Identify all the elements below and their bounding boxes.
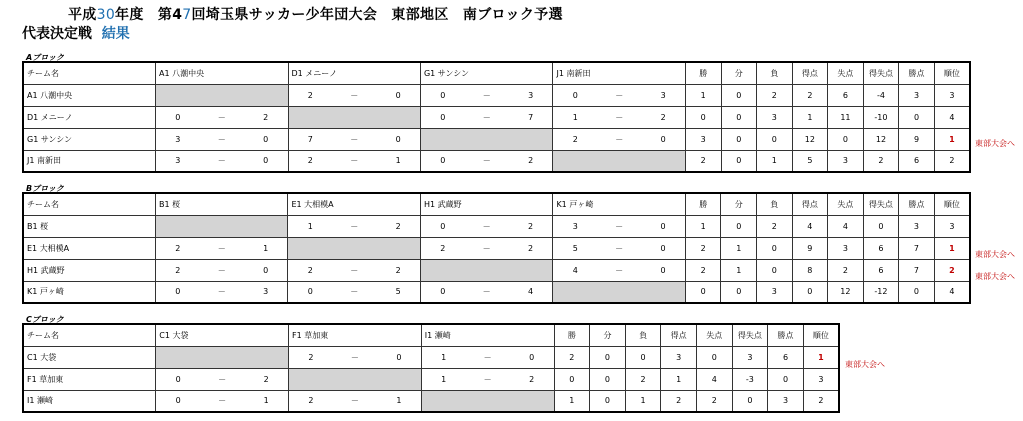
header-row xyxy=(23,62,970,84)
score-against: 1 xyxy=(377,390,421,412)
team-name: D1 メニーノ xyxy=(23,106,156,128)
draw-header: 分 xyxy=(590,324,626,346)
score-dash: － xyxy=(465,215,509,237)
score-dash: － xyxy=(332,150,376,172)
score-for: 2 xyxy=(156,259,200,281)
score-for: 2 xyxy=(420,237,464,259)
gf-value: 0 xyxy=(792,281,828,303)
loss-value: 2 xyxy=(757,215,793,237)
win-value: 1 xyxy=(685,215,721,237)
ga-value: 12 xyxy=(828,281,864,303)
opponent-header: A1 八潮中央 xyxy=(156,62,289,84)
score-dash: － xyxy=(597,215,641,237)
draw-value: 0 xyxy=(590,346,626,368)
gd-value: 6 xyxy=(863,237,899,259)
gd-value: 2 xyxy=(863,150,899,172)
rank-value: 2 xyxy=(803,390,839,412)
pts-value: 0 xyxy=(899,281,935,303)
score-dash: － xyxy=(333,346,377,368)
header-row xyxy=(23,324,839,346)
rank-value: 3 xyxy=(934,215,970,237)
score-for: 4 xyxy=(553,259,597,281)
opponent-header: E1 大相模A xyxy=(288,193,420,215)
gd-header: 得失点 xyxy=(863,62,899,84)
score-dash: － xyxy=(597,128,641,150)
page-subtitle: 代表決定戦 結果 xyxy=(22,26,130,42)
score-against: 1 xyxy=(244,237,288,259)
table-row xyxy=(23,259,970,281)
score-dash: － xyxy=(200,390,244,412)
gf-value: 8 xyxy=(792,259,828,281)
loss-value: 1 xyxy=(625,390,661,412)
gd-value: -3 xyxy=(732,368,768,390)
self-match-cell xyxy=(420,128,552,150)
score-against: 0 xyxy=(244,259,288,281)
gd-value: -10 xyxy=(863,106,899,128)
win-value: 1 xyxy=(554,390,590,412)
score-against: 0 xyxy=(641,259,685,281)
win-value: 2 xyxy=(685,237,721,259)
self-match-cell xyxy=(553,150,686,172)
score-for: 5 xyxy=(553,237,597,259)
advance-note-b-h1: 東部大会へ xyxy=(975,272,1015,281)
draw-header: 分 xyxy=(721,62,757,84)
loss-value: 1 xyxy=(757,150,793,172)
team-name: J1 南新田 xyxy=(23,150,156,172)
score-for: 2 xyxy=(156,237,200,259)
score-against: 2 xyxy=(510,368,554,390)
draw-value: 0 xyxy=(721,150,757,172)
score-dash: － xyxy=(332,281,376,303)
ga-value: 4 xyxy=(696,368,732,390)
table-row xyxy=(23,215,970,237)
advance-note-c-c1: 東部大会へ xyxy=(845,360,885,369)
score-dash: － xyxy=(597,259,641,281)
gf-value: 1 xyxy=(661,368,697,390)
table-row xyxy=(23,237,970,259)
gf-value: 12 xyxy=(792,128,828,150)
gf-header: 得点 xyxy=(792,62,828,84)
opponent-header: F1 草加東 xyxy=(289,324,422,346)
advance-note-a-g1: 東部大会へ xyxy=(975,139,1015,148)
score-for: 2 xyxy=(289,346,333,368)
draw-header: 分 xyxy=(721,193,757,215)
draw-value: 0 xyxy=(590,368,626,390)
self-match-cell xyxy=(288,237,420,259)
score-for: 3 xyxy=(156,150,200,172)
score-against: 0 xyxy=(244,128,288,150)
score-dash: － xyxy=(332,215,376,237)
self-match-cell xyxy=(421,390,554,412)
pts-value: 3 xyxy=(899,215,935,237)
team-name: K1 戸ヶ崎 xyxy=(23,281,156,303)
win-value: 2 xyxy=(554,346,590,368)
advance-note-b-e1: 東部大会へ xyxy=(975,250,1015,259)
pts-value: 6 xyxy=(899,150,935,172)
score-for: 7 xyxy=(288,128,332,150)
win-value: 2 xyxy=(685,259,721,281)
loss-value: 2 xyxy=(757,84,793,106)
rank-value: 4 xyxy=(934,281,970,303)
table-row xyxy=(23,84,970,106)
pts-value: 0 xyxy=(768,368,804,390)
page-title: 平成30年度 第47回埼玉県サッカー少年団大会 東部地区 南ブロック予選 xyxy=(68,7,563,23)
opponent-header: B1 桜 xyxy=(156,193,288,215)
score-dash: － xyxy=(597,84,641,106)
opponent-header: C1 大袋 xyxy=(156,324,289,346)
self-match-cell xyxy=(553,281,685,303)
ga-value: 3 xyxy=(828,150,864,172)
self-match-cell xyxy=(156,346,289,368)
self-match-cell xyxy=(420,259,553,281)
pts-value: 0 xyxy=(899,106,935,128)
score-for: 0 xyxy=(420,150,464,172)
self-match-cell xyxy=(288,106,420,128)
rank-header: 順位 xyxy=(934,62,970,84)
score-for: 2 xyxy=(288,259,332,281)
score-for: 0 xyxy=(288,281,332,303)
draw-value: 1 xyxy=(721,237,757,259)
block-c-table xyxy=(22,323,840,413)
ga-value: 2 xyxy=(828,259,864,281)
score-against: 0 xyxy=(510,346,554,368)
score-against: 0 xyxy=(376,128,420,150)
win-value: 3 xyxy=(685,128,721,150)
ga-value: 2 xyxy=(696,390,732,412)
gd-value: 3 xyxy=(732,346,768,368)
score-for: 3 xyxy=(553,215,597,237)
score-for: 2 xyxy=(289,390,333,412)
score-for: 0 xyxy=(156,281,200,303)
opponent-header: H1 武蔵野 xyxy=(420,193,553,215)
draw-value: 0 xyxy=(721,281,757,303)
gd-value: -12 xyxy=(863,281,899,303)
gf-value: 5 xyxy=(792,150,828,172)
win-value: 2 xyxy=(685,150,721,172)
rank-value: 4 xyxy=(934,106,970,128)
loss-value: 0 xyxy=(625,346,661,368)
table-row xyxy=(23,106,970,128)
draw-value: 0 xyxy=(721,84,757,106)
score-dash: － xyxy=(200,150,244,172)
draw-value: 0 xyxy=(721,128,757,150)
score-for: 1 xyxy=(421,368,465,390)
win-value: 1 xyxy=(685,84,721,106)
ga-header: 失点 xyxy=(828,193,864,215)
gd-header: 得失点 xyxy=(863,193,899,215)
win-value: 0 xyxy=(554,368,590,390)
score-for: 0 xyxy=(420,106,464,128)
score-for: 0 xyxy=(156,368,200,390)
rank-value: 3 xyxy=(934,84,970,106)
score-dash: － xyxy=(597,237,641,259)
rank-value: 1 xyxy=(934,237,970,259)
score-dash: － xyxy=(465,281,509,303)
score-against: 1 xyxy=(244,390,288,412)
score-for: 0 xyxy=(156,106,200,128)
loss-value: 0 xyxy=(757,128,793,150)
pts-value: 9 xyxy=(899,128,935,150)
score-dash: － xyxy=(465,84,509,106)
block-c-label: Cブロック xyxy=(26,315,64,324)
team-header: チーム名 xyxy=(23,62,156,84)
score-dash: － xyxy=(200,281,244,303)
gd-value: 0 xyxy=(863,215,899,237)
block-b-label: Bブロック xyxy=(26,184,64,193)
team-name: F1 草加東 xyxy=(23,368,156,390)
pts-header: 勝点 xyxy=(899,62,935,84)
rank-value: 1 xyxy=(803,346,839,368)
gf-value: 3 xyxy=(661,346,697,368)
score-dash: － xyxy=(200,259,244,281)
pts-value: 7 xyxy=(899,237,935,259)
pts-value: 6 xyxy=(768,346,804,368)
score-against: 0 xyxy=(641,237,685,259)
loss-value: 0 xyxy=(757,259,793,281)
win-header: 勝 xyxy=(554,324,590,346)
score-against: 2 xyxy=(509,215,553,237)
score-dash: － xyxy=(332,259,376,281)
self-match-cell xyxy=(289,368,422,390)
score-dash: － xyxy=(332,84,376,106)
block-b-table xyxy=(22,192,971,304)
team-name: H1 武蔵野 xyxy=(23,259,156,281)
opponent-header: G1 サンシン xyxy=(420,62,552,84)
pts-header: 勝点 xyxy=(899,193,935,215)
team-name: E1 大相模A xyxy=(23,237,156,259)
score-dash: － xyxy=(200,237,244,259)
team-name: I1 瀬崎 xyxy=(23,390,156,412)
rank-value: 2 xyxy=(934,150,970,172)
ga-header: 失点 xyxy=(828,62,864,84)
loss-value: 2 xyxy=(625,368,661,390)
score-dash: － xyxy=(200,106,244,128)
gf-value: 1 xyxy=(792,106,828,128)
score-dash: － xyxy=(465,150,509,172)
gf-value: 9 xyxy=(792,237,828,259)
score-against: 3 xyxy=(641,84,685,106)
block-a-table xyxy=(22,61,971,173)
score-dash: － xyxy=(200,128,244,150)
win-header: 勝 xyxy=(685,62,721,84)
table-row xyxy=(23,390,839,412)
win-value: 0 xyxy=(685,106,721,128)
self-match-cell xyxy=(156,215,288,237)
draw-value: 0 xyxy=(721,215,757,237)
gd-value: 12 xyxy=(863,128,899,150)
ga-value: 4 xyxy=(828,215,864,237)
loss-header: 負 xyxy=(757,62,793,84)
score-against: 4 xyxy=(509,281,553,303)
score-dash: － xyxy=(333,390,377,412)
team-name: B1 桜 xyxy=(23,215,156,237)
loss-value: 3 xyxy=(757,106,793,128)
score-against: 0 xyxy=(641,128,685,150)
table-row xyxy=(23,346,839,368)
score-for: 3 xyxy=(156,128,200,150)
score-for: 2 xyxy=(553,128,597,150)
loss-value: 3 xyxy=(757,281,793,303)
score-for: 0 xyxy=(420,281,464,303)
score-for: 0 xyxy=(420,215,464,237)
pts-value: 3 xyxy=(899,84,935,106)
team-name: C1 大袋 xyxy=(23,346,156,368)
gd-value: 6 xyxy=(863,259,899,281)
gf-value: 2 xyxy=(661,390,697,412)
team-header: チーム名 xyxy=(23,193,156,215)
score-for: 0 xyxy=(553,84,597,106)
score-for: 0 xyxy=(156,390,200,412)
score-for: 0 xyxy=(420,84,464,106)
score-for: 2 xyxy=(288,150,332,172)
score-dash: － xyxy=(465,237,509,259)
score-against: 2 xyxy=(244,106,288,128)
score-against: 2 xyxy=(509,237,553,259)
ga-value: 0 xyxy=(696,346,732,368)
rank-header: 順位 xyxy=(803,324,839,346)
header-row xyxy=(23,193,970,215)
ga-value: 11 xyxy=(828,106,864,128)
pts-header: 勝点 xyxy=(768,324,804,346)
loss-header: 負 xyxy=(625,324,661,346)
gf-header: 得点 xyxy=(661,324,697,346)
opponent-header: J1 南新田 xyxy=(553,62,686,84)
ga-value: 0 xyxy=(828,128,864,150)
loss-value: 0 xyxy=(757,237,793,259)
score-dash: － xyxy=(466,346,510,368)
block-a-label: Aブロック xyxy=(26,53,65,62)
self-match-cell xyxy=(156,84,289,106)
score-against: 0 xyxy=(244,150,288,172)
team-name: G1 サンシン xyxy=(23,128,156,150)
score-dash: － xyxy=(200,368,244,390)
score-against: 0 xyxy=(377,346,421,368)
score-dash: － xyxy=(332,128,376,150)
draw-value: 1 xyxy=(721,259,757,281)
score-against: 5 xyxy=(376,281,420,303)
rank-value: 3 xyxy=(803,368,839,390)
score-against: 0 xyxy=(641,215,685,237)
rank-header: 順位 xyxy=(934,193,970,215)
opponent-header: D1 メニーノ xyxy=(288,62,420,84)
ga-value: 3 xyxy=(828,237,864,259)
score-against: 3 xyxy=(509,84,553,106)
pts-value: 3 xyxy=(768,390,804,412)
team-header: チーム名 xyxy=(23,324,156,346)
score-for: 1 xyxy=(288,215,332,237)
score-for: 1 xyxy=(421,346,465,368)
score-against: 7 xyxy=(509,106,553,128)
score-dash: － xyxy=(465,106,509,128)
pts-value: 7 xyxy=(899,259,935,281)
score-against: 2 xyxy=(641,106,685,128)
gd-value: -4 xyxy=(863,84,899,106)
rank-value: 2 xyxy=(934,259,970,281)
score-for: 1 xyxy=(553,106,597,128)
score-against: 2 xyxy=(509,150,553,172)
draw-value: 0 xyxy=(721,106,757,128)
score-against: 2 xyxy=(376,215,420,237)
score-for: 2 xyxy=(288,84,332,106)
score-against: 3 xyxy=(244,281,288,303)
draw-value: 0 xyxy=(590,390,626,412)
table-row xyxy=(23,368,839,390)
gf-value: 4 xyxy=(792,215,828,237)
loss-header: 負 xyxy=(757,193,793,215)
ga-header: 失点 xyxy=(696,324,732,346)
table-row xyxy=(23,150,970,172)
ga-value: 6 xyxy=(828,84,864,106)
score-against: 1 xyxy=(376,150,420,172)
gd-header: 得失点 xyxy=(732,324,768,346)
table-row xyxy=(23,281,970,303)
score-dash: － xyxy=(597,106,641,128)
team-name: A1 八潮中央 xyxy=(23,84,156,106)
score-against: 2 xyxy=(244,368,288,390)
score-against: 0 xyxy=(376,84,420,106)
opponent-header: I1 瀬崎 xyxy=(421,324,554,346)
win-header: 勝 xyxy=(685,193,721,215)
win-value: 0 xyxy=(685,281,721,303)
rank-value: 1 xyxy=(934,128,970,150)
opponent-header: K1 戸ヶ崎 xyxy=(553,193,685,215)
table-row xyxy=(23,128,970,150)
gf-header: 得点 xyxy=(792,193,828,215)
gd-value: 0 xyxy=(732,390,768,412)
score-against: 2 xyxy=(376,259,420,281)
gf-value: 2 xyxy=(792,84,828,106)
score-dash: － xyxy=(466,368,510,390)
